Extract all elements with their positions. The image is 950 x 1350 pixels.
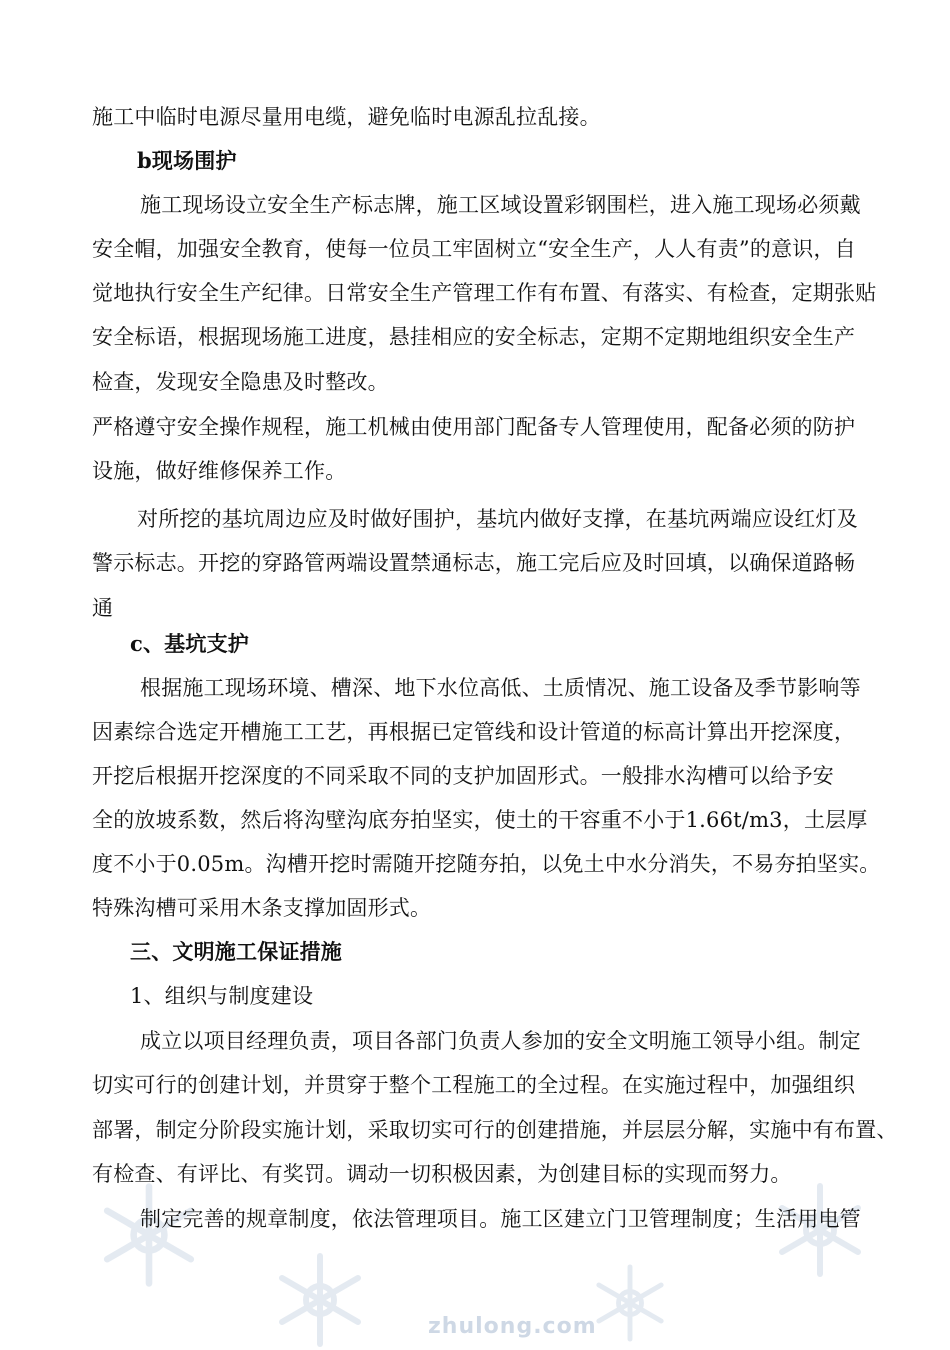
- snowflake-icon: [94, 1180, 204, 1290]
- text-line: 安全帽，加强安全教育，使每一位员工牢固树立“安全生产，人人有责”的意识，自: [92, 237, 856, 261]
- watermark-text: zhulong.com: [428, 1314, 597, 1339]
- text-line: 检查，发现安全隐患及时整改。: [92, 370, 389, 394]
- text-line: 对所挖的基坑周边应及时做好围护，基坑内做好支撑，在基坑两端应设红灯及: [137, 507, 858, 531]
- text-line: 有检查、有评比、有奖罚。调动一切积极因素，为创建目标的实现而努力。: [92, 1162, 792, 1186]
- text-line: 成立以项目经理负责，项目各部门负责人参加的安全文明施工领导小组。制定: [140, 1029, 861, 1053]
- section-heading: b现场围护: [137, 148, 237, 173]
- text-line: 通: [92, 596, 114, 620]
- snowflake-icon: [260, 1250, 380, 1350]
- text-line: 设施，做好维修保养工作。: [92, 459, 347, 483]
- text-line: 因素综合选定开槽施工工艺，再根据已定管线和设计管道的标高计算出开挖深度，: [92, 720, 856, 744]
- subsection-heading: 1、组织与制度建设: [130, 984, 314, 1008]
- text-line: 严格遵守安全操作规程，施工机械由使用部门配备专人管理使用，配备必须的防护: [92, 415, 856, 439]
- text-line: 全的放坡系数，然后将沟壁沟底夯拍坚实，使土的干容重不小于1.66t/m3，土层厚: [92, 808, 868, 832]
- text-line: 根据施工现场环境、槽深、地下水位高低、土质情况、施工设备及季节影响等: [140, 676, 861, 700]
- section-heading: c、基坑支护: [130, 631, 249, 656]
- snowflake-icon: [585, 1262, 675, 1344]
- text-line: 安全标语，根据现场施工进度，悬挂相应的安全标志，定期不定期地组织安全生产: [92, 325, 856, 349]
- text-line: 制定完善的规章制度，依法管理项目。施工区建立门卫管理制度；生活用电管: [140, 1207, 861, 1231]
- text-line: 部署，制定分阶段实施计划，采取切实可行的创建措施，并层层分解，实施中有布置、: [92, 1118, 898, 1142]
- text-line: 开挖后根据开挖深度的不同采取不同的支护加固形式。一般排水沟槽可以给予安: [92, 764, 834, 788]
- text-line: 切实可行的创建计划，并贯穿于整个工程施工的全过程。在实施过程中，加强组织: [92, 1073, 856, 1097]
- text-line: 警示标志。开挖的穿路管两端设置禁通标志，施工完后应及时回填，以确保道路畅: [92, 551, 856, 575]
- text-line: 施工中临时电源尽量用电缆，避免临时电源乱拉乱接。: [92, 105, 601, 129]
- text-line: 度不小于0.05m。沟槽开挖时需随开挖随夯拍，以免土中水分消失，不易夯拍坚实。: [92, 852, 881, 876]
- text-line: 觉地执行安全生产纪律。日常安全生产管理工作有布置、有落实、有检查，定期张贴: [92, 281, 877, 305]
- text-line: 特殊沟槽可采用木条支撑加固形式。: [92, 896, 432, 920]
- text-line: 施工现场设立安全生产标志牌，施工区域设置彩钢围栏，进入施工现场必须戴: [140, 193, 861, 217]
- section-heading: 三、文明施工保证措施: [130, 939, 342, 964]
